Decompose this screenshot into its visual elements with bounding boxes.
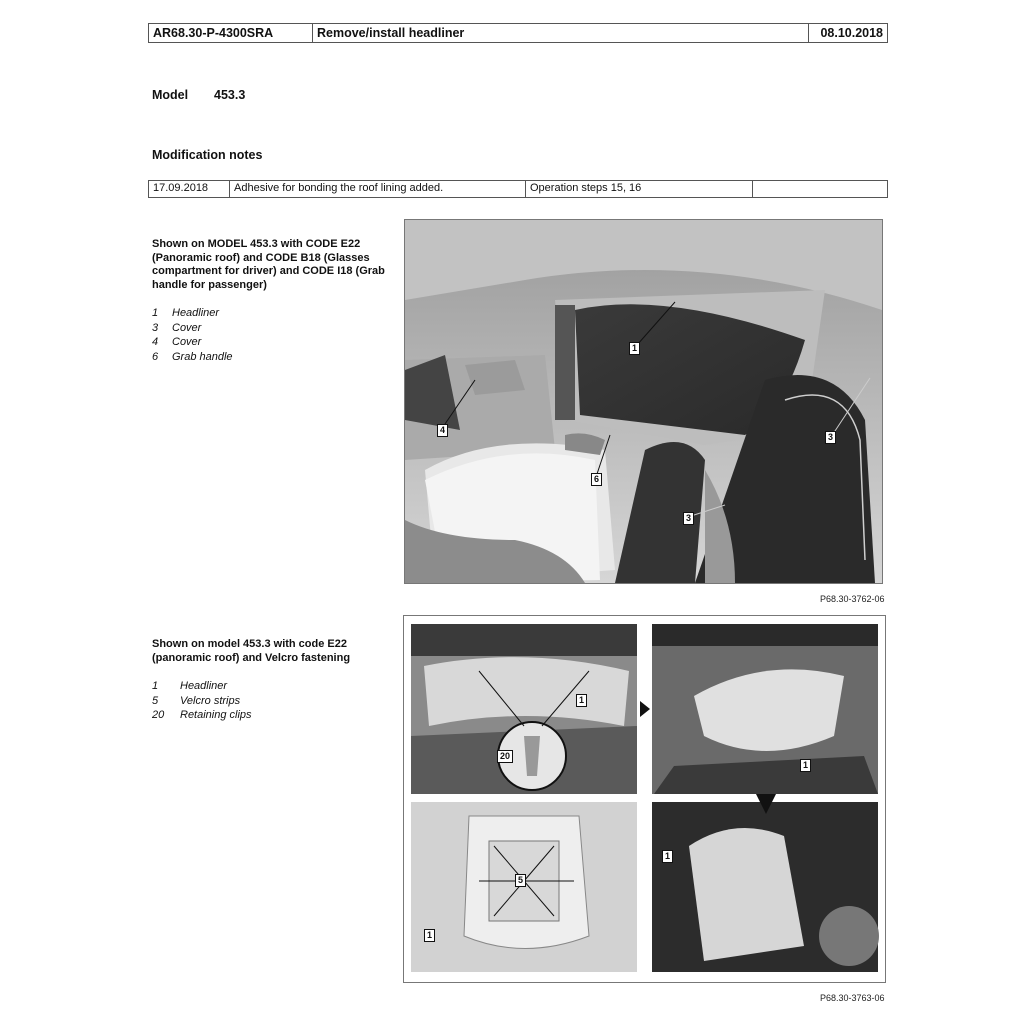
legend-item: 20 Retaining clips xyxy=(152,709,252,721)
callout-3: 3 xyxy=(825,431,836,444)
callout-1: 1 xyxy=(424,929,435,942)
modification-notes-title: Modification notes xyxy=(152,148,263,162)
modification-notes-table xyxy=(148,180,888,198)
callout-1: 1 xyxy=(662,850,673,863)
figure1-image-number: P68.30-3762-06 xyxy=(820,594,885,604)
callout-1: 1 xyxy=(576,694,587,707)
callout-3: 3 xyxy=(683,512,694,525)
figure1-caption: Shown on MODEL 453.3 with CODE E22 (Panoramic roof) and CODE B18 (Glasses compartment for driver) and CODE I18 (Grab handle for passenger) xyxy=(152,238,385,291)
document-title: Remove/install headliner xyxy=(313,24,809,42)
callout-1: 1 xyxy=(800,759,811,772)
legend-item: 6 Grab handle xyxy=(152,350,233,363)
callout-4: 4 xyxy=(437,424,448,437)
note-description: Adhesive for bonding the roof lining added. xyxy=(230,181,526,197)
model-value: 453.3 xyxy=(214,88,246,102)
model-label: Model xyxy=(152,88,189,102)
callout-5: 5 xyxy=(515,874,526,887)
figure1-legend xyxy=(152,306,233,364)
figure1-photo xyxy=(404,219,883,584)
callout-1: 1 xyxy=(629,342,640,355)
figure2-photo xyxy=(403,615,886,983)
figure2-image-number: P68.30-3763-06 xyxy=(820,993,885,1003)
note-date: 17.09.2018 xyxy=(149,181,230,197)
legend-item: 1 Headliner xyxy=(152,307,220,319)
legend-item: 4 Cover xyxy=(152,336,202,348)
headliner-removal-illustration xyxy=(404,616,885,982)
callout-6: 6 xyxy=(591,473,602,486)
legend-item: 3 Cover xyxy=(152,321,202,334)
callout-20: 20 xyxy=(497,750,513,763)
note-extra xyxy=(753,181,887,197)
model-line xyxy=(152,88,245,102)
legend-item: 1 Headliner xyxy=(152,680,228,692)
document-date: 08.10.2018 xyxy=(820,26,883,40)
document-id: AR68.30-P-4300SRA xyxy=(149,24,313,42)
legend-item: 5 Velcro strips xyxy=(152,694,241,707)
note-reference: Operation steps 15, 16 xyxy=(526,181,753,197)
headliner-interior-illustration xyxy=(405,220,882,583)
document-header xyxy=(148,23,888,43)
figure2-caption: Shown on model 453.3 with code E22 (panoramic roof) and Velcro fastening xyxy=(152,638,351,664)
figure2-legend xyxy=(152,679,252,723)
